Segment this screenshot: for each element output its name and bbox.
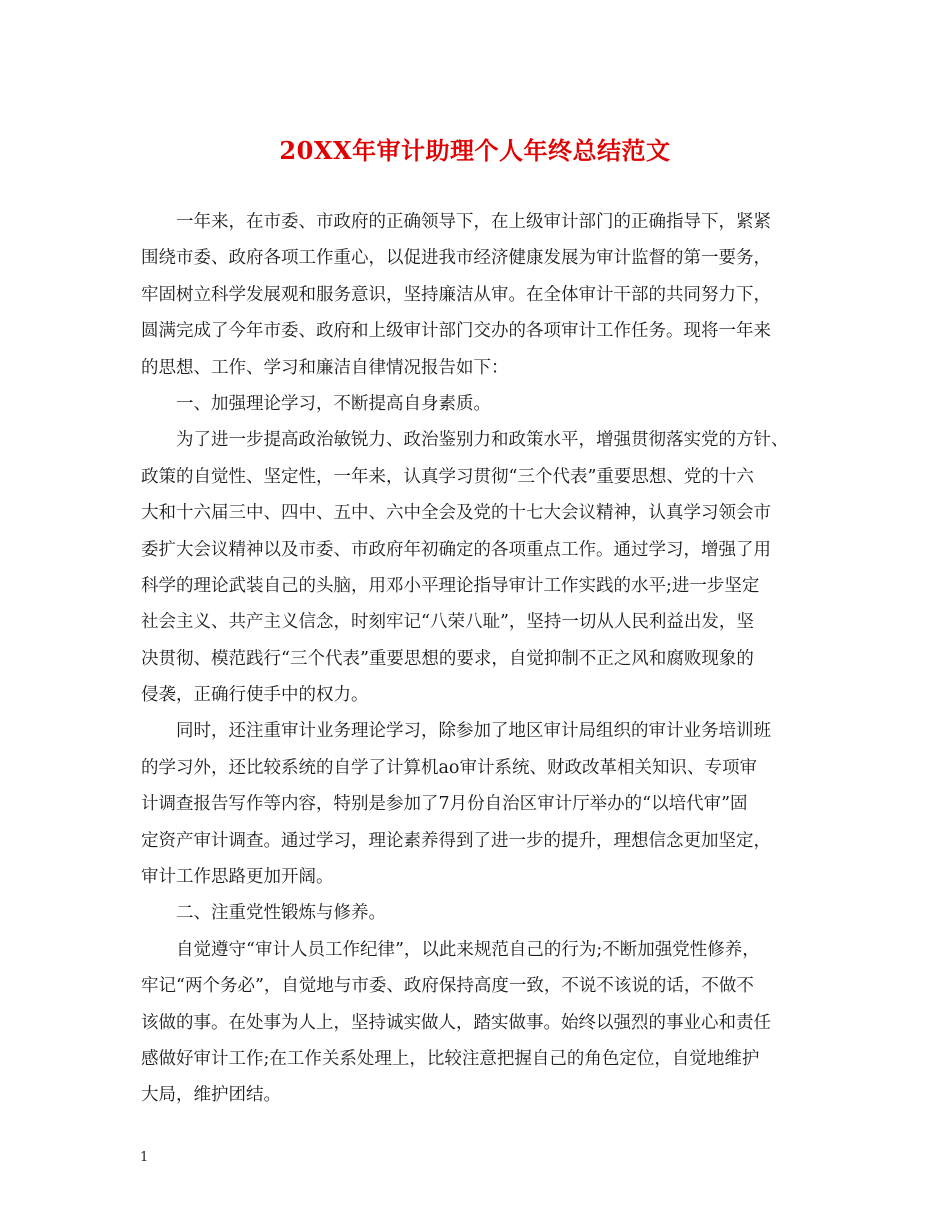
text-line: 牢固树立科学发展观和服务意识，坚持廉洁从审。在全体审计干部的共同努力下， <box>141 284 771 305</box>
text-line: 围绕市委、政府各项工作重心，以促进我市经济健康发展为审计监督的第一要务， <box>141 248 771 269</box>
text-line: 科学的理论武装自己的头脑，用邓小平理论指导审计工作实践的水平;进一步坚定 <box>141 575 760 596</box>
text-line: 计调查报告写作等内容，特别是参加了7月份自治区审计厅举办的“以培代审”固 <box>141 794 748 815</box>
document-title: 20XX年审计助理个人年终总结范文 <box>279 136 671 165</box>
page-number: 1 <box>140 1150 149 1165</box>
text-line: 定资产审计调查。通过学习，理论素养得到了进一步的提升，理想信念更加坚定， <box>141 830 771 851</box>
text-line: 感做好审计工作;在工作关系处理上，比较注意把握自己的角色定位，自觉地维护 <box>141 1048 760 1069</box>
text-line: 自觉遵守“审计人员工作纪律”，以此来规范自己的行为;不断加强党性修养， <box>176 939 760 960</box>
text-line: 同时，还注重审计业务理论学习，除参加了地区审计局组织的审计业务培训班 <box>176 721 771 742</box>
text-line: 一、加强理论学习，不断提高自身素质。 <box>176 393 491 414</box>
text-line: 社会主义、共产主义信念，时刻牢记“八荣八耻”，坚持一切从人民利益出发，坚 <box>141 612 754 633</box>
text-line: 的学习外，还比较系统的自学了计算机ao审计系统、财政改革相关知识、专项审 <box>141 757 757 778</box>
text-line: 二、注重党性锻炼与修养。 <box>176 903 386 924</box>
text-line: 侵袭，正确行使手中的权力。 <box>141 685 369 706</box>
text-line: 圆满完成了今年市委、政府和上级审计部门交办的各项审计工作任务。现将一年来 <box>141 321 771 342</box>
text-line: 为了进一步提高政治敏锐力、政治鉴别力和政策水平，增强贯彻落实党的方针、 <box>176 430 789 451</box>
text-line: 大和十六届三中、四中、五中、六中全会及党的十七大会议精神，认真学习领会市 <box>141 503 771 524</box>
document-body <box>141 204 815 1114</box>
text-line: 大局，维护团结。 <box>141 1085 281 1106</box>
text-line: 一年来，在市委、市政府的正确领导下，在上级审计部门的正确指导下，紧紧 <box>176 212 771 232</box>
text-line: 该做的事。在处事为人上，坚持诚实做人，踏实做事。始终以强烈的事业心和责任 <box>141 1012 771 1033</box>
text-line: 决贯彻、模范践行“三个代表”重要思想的要求，自觉抑制不正之风和腐败现象的 <box>141 648 754 669</box>
text-line: 的思想、工作、学习和廉洁自律情况报告如下： <box>141 357 509 378</box>
text-line: 牢记“两个务必”，自觉地与市委、政府保持高度一致，不说不该说的话，不做不 <box>141 976 754 997</box>
text-line: 委扩大会议精神以及市委、市政府年初确定的各项重点工作。通过学习，增强了用 <box>141 539 771 560</box>
text-line: 政策的自觉性、坚定性，一年来，认真学习贯彻“三个代表”重要思想、党的十六 <box>141 466 754 487</box>
text-line: 审计工作思路更加开阔。 <box>141 867 334 888</box>
